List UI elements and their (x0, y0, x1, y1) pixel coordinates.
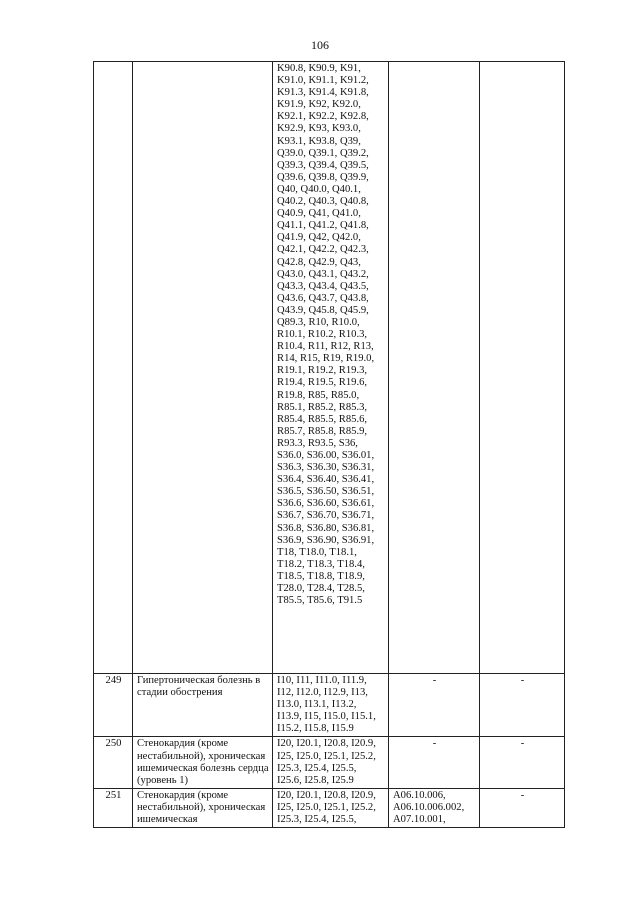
row-number-cell: 250 (94, 737, 133, 788)
row-number-cell: 251 (94, 788, 133, 827)
table-row (94, 674, 565, 737)
extra-criteria-cell: - (480, 674, 565, 737)
diagnosis-name-cell: Стенокардия (кроме нестабильной), хроническая ишемическая (133, 788, 273, 827)
service-codes-cell: - (389, 737, 480, 788)
extra-criteria-cell: - (480, 788, 565, 827)
diagnosis-name-cell: Стенокардия (кроме нестабильной), хроническая ишемическая болезнь сердца (уровень 1) (133, 737, 273, 788)
table-row (94, 737, 565, 788)
row-number-cell (94, 62, 133, 674)
extra-criteria-cell (480, 62, 565, 674)
diagnosis-name-cell: Гипертоническая болезнь в стадии обострения (133, 674, 273, 737)
icd-codes-cell: I20, I20.1, I20.8, I20.9, I25, I25.0, I25.1, I25.2, I25.3, I25.4, I25.5, (273, 788, 389, 827)
extra-criteria-cell: - (480, 737, 565, 788)
table-row (94, 62, 565, 674)
icd-codes-cell: K90.8, K90.9, K91, K91.0, K91.1, K91.2, K91.3, K91.4, K91.8, K91.9, K92, K92.0, K92.1, K92.2, K92.8, K92.9, K93, K93.0, K93.1, K93.8, Q39, Q39.0, Q39.1, Q39.2, Q39.3, Q39.4, Q39.5, Q39.6, Q39.8, Q39.9, Q40, Q40.0, Q40.1, Q40.2, Q40.3, Q40.8, Q40.9, Q41, Q41.0, Q41.1, Q41.2, Q41.8, Q41.9, Q42, Q42.0, Q42.1, Q42.2, Q42.3, Q42.8, Q42.9, Q43, Q43.0, Q43.1, Q43.2, Q43.3, Q43.4, Q43.5, Q43.6, Q43.7, Q43.8, Q43.9, Q45.8, Q45.9, Q89.3, R10, R10.0, R10.1, R10.2, R10.3, R10.4, R11, R12, R13, R14, R15, R19, R19.0, R19.1, R19.2, R19.3, R19.4, R19.5, R19.6, R19.8, R85, R85.0, R85.1, R85.2, R85.3, R85.4, R85.5, R85.6, R85.7, R85.8, R85.9, R93.3, R93.5, S36, S36.0, S36.00, S36.01, S36.3, S36.30, S36.31, S36.4, S36.40, S36.41, S36.5, S36.50, S36.51, S36.6, S36.60, S36.61, S36.7, S36.70, S36.71, S36.8, S36.80, S36.81, S36.9, S36.90, S36.91, T18, T18.0, T18.1, T18.2, T18.3, T18.4, T18.5, T18.8, T18.9, T28.0, T28.4, T28.5, T85.5, T85.6, T91.5 (273, 62, 389, 674)
table-row (94, 788, 565, 827)
service-codes-cell: A06.10.006, A06.10.006.002, A07.10.001, (389, 788, 480, 827)
service-codes-cell: - (389, 674, 480, 737)
row-number-cell: 249 (94, 674, 133, 737)
diagnosis-table (93, 61, 565, 828)
icd-codes-cell: I20, I20.1, I20.8, I20.9, I25, I25.0, I25.1, I25.2, I25.3, I25.4, I25.5, I25.6, I25.8, I25.9 (273, 737, 389, 788)
icd-codes-cell: I10, I11, I11.0, I11.9, I12, I12.0, I12.9, I13, I13.0, I13.1, I13.2, I13.9, I15, I15.0, I15.1, I15.2, I15.8, I15.9 (273, 674, 389, 737)
page-number: 106 (311, 38, 329, 52)
service-codes-cell (389, 62, 480, 674)
diagnosis-name-cell (133, 62, 273, 674)
